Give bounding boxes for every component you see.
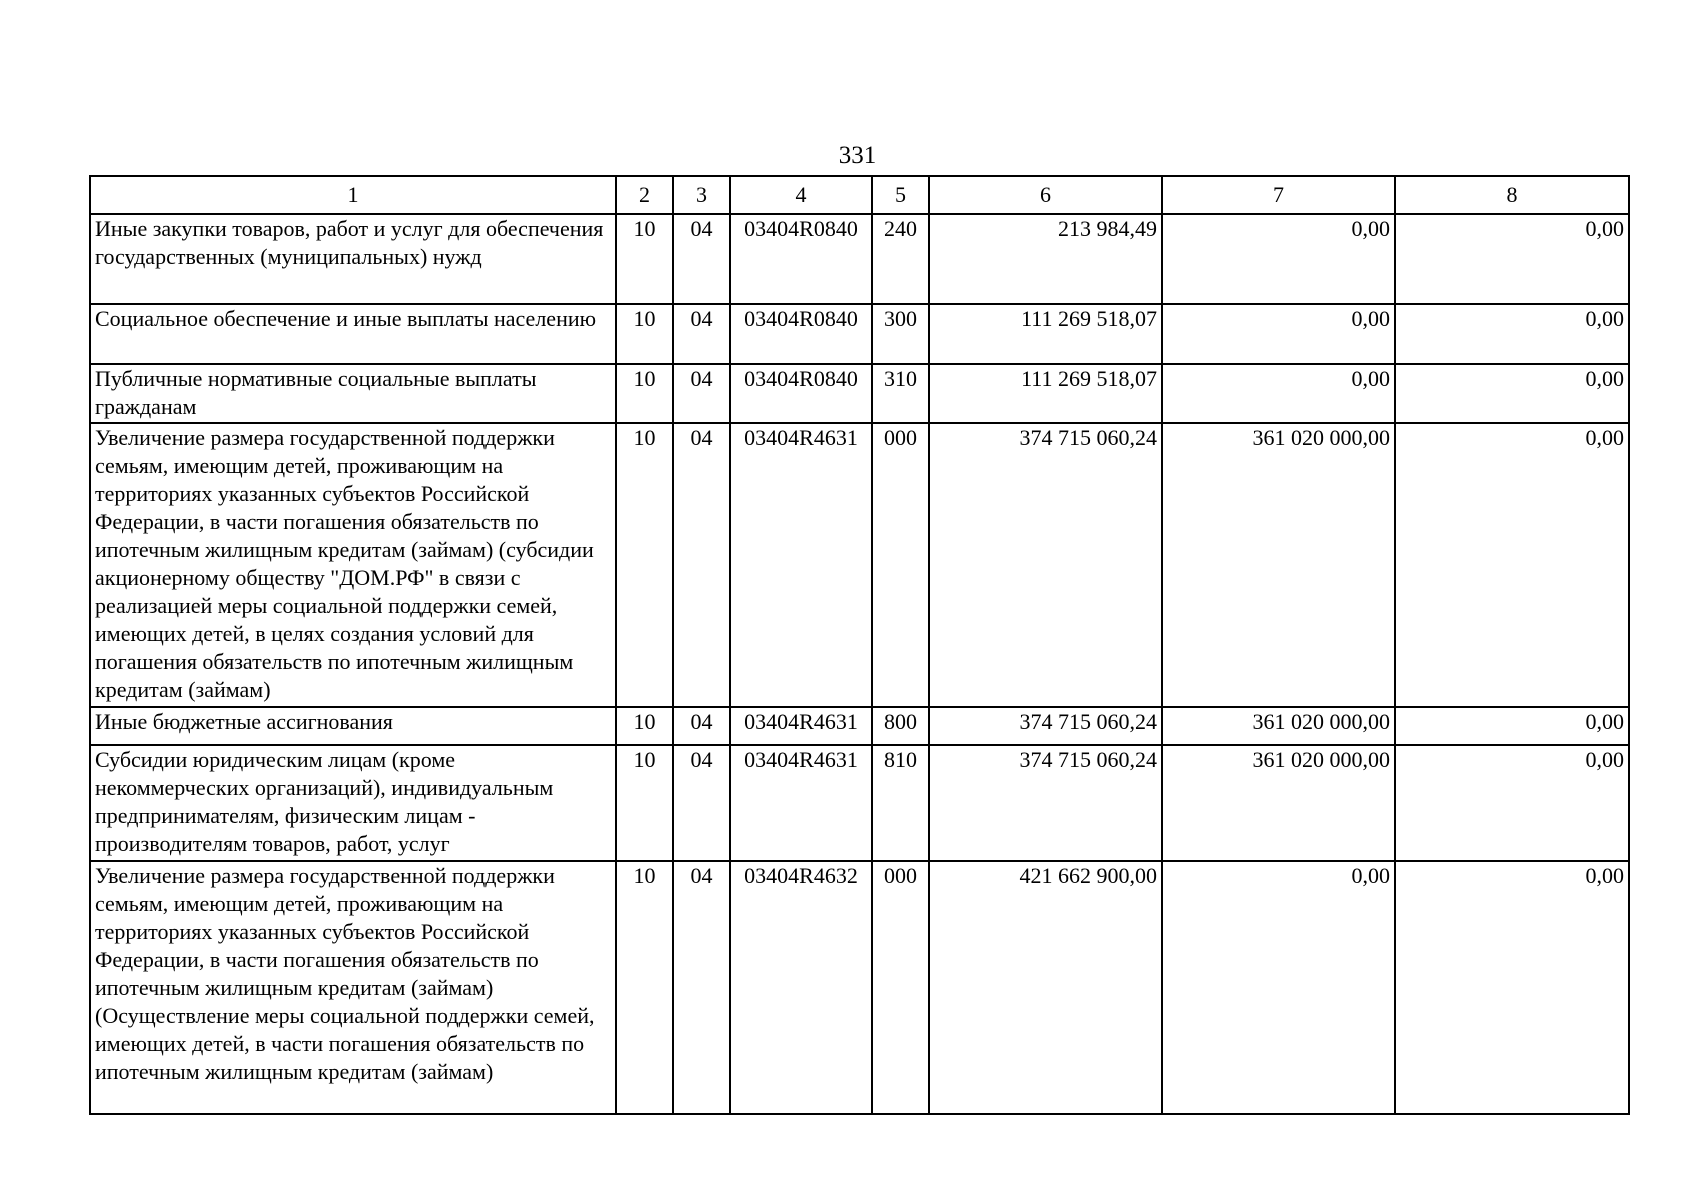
target-article-code: 03404R4631 [730,423,872,707]
subsection-code: 04 [673,745,730,861]
amount-col-6: 111 269 518,07 [929,364,1162,423]
subsection-code: 04 [673,707,730,745]
section-code: 10 [616,214,673,304]
amount-col-6: 111 269 518,07 [929,304,1162,364]
row-name: Публичные нормативные социальные выплаты гражданам [90,364,616,423]
table-row [90,364,1629,423]
section-code: 10 [616,745,673,861]
column-header: 4 [730,176,872,214]
amount-col-8: 0,00 [1395,214,1629,304]
row-name: Социальное обеспечение и иные выплаты населению [90,304,616,364]
target-article-code: 03404R4631 [730,707,872,745]
table-row [90,304,1629,364]
subsection-code: 04 [673,304,730,364]
expense-type-code: 800 [872,707,929,745]
subsection-code: 04 [673,214,730,304]
table-row [90,745,1629,861]
row-name: Увеличение размера государственной поддержки семьям, имеющим детей, проживающим на территориях указанных субъектов Российской Федерации, в части погашения обязательств по ипотечным жилищным кредитам (займам) (субсидии акционерному обществу "ДОМ.РФ" в связи с реализацией меры социальной поддержки семей, имеющих детей, в целях создания условий для погашения обязательств по ипотечным жилищным кредитам (займам) [90,423,616,707]
expense-type-code: 300 [872,304,929,364]
subsection-code: 04 [673,861,730,1114]
column-header: 2 [616,176,673,214]
expense-type-code: 810 [872,745,929,861]
header-row [90,176,1629,214]
column-header: 8 [1395,176,1629,214]
amount-col-7: 361 020 000,00 [1162,423,1395,707]
amount-col-7: 0,00 [1162,214,1395,304]
expense-type-code: 000 [872,861,929,1114]
amount-col-6: 374 715 060,24 [929,745,1162,861]
amount-col-7: 0,00 [1162,364,1395,423]
column-header: 1 [90,176,616,214]
amount-col-6: 374 715 060,24 [929,707,1162,745]
subsection-code: 04 [673,364,730,423]
target-article-code: 03404R4632 [730,861,872,1114]
table-row [90,423,1629,707]
target-article-code: 03404R0840 [730,364,872,423]
amount-col-8: 0,00 [1395,304,1629,364]
budget-table [89,175,1630,1115]
amount-col-7: 361 020 000,00 [1162,707,1395,745]
column-header: 3 [673,176,730,214]
row-name: Увеличение размера государственной поддержки семьям, имеющим детей, проживающим на территориях указанных субъектов Российской Федерации, в части погашения обязательств по ипотечным жилищным кредитам (займам) (Осуществление меры социальной поддержки семей, имеющих детей, в части погашения обязательств по ипотечным жилищным кредитам (займам) [90,861,616,1114]
row-name: Субсидии юридическим лицам (кроме некоммерческих организаций), индивидуальным предпринимателям, физическим лицам - производителям товаров, работ, услуг [90,745,616,861]
expense-type-code: 310 [872,364,929,423]
target-article-code: 03404R4631 [730,745,872,861]
subsection-code: 04 [673,423,730,707]
column-header: 7 [1162,176,1395,214]
row-name: Иные закупки товаров, работ и услуг для обеспечения государственных (муниципальных) нужд [90,214,616,304]
page-number: 331 [838,142,877,169]
target-article-code: 03404R0840 [730,304,872,364]
section-code: 10 [616,707,673,745]
expense-type-code: 000 [872,423,929,707]
section-code: 10 [616,364,673,423]
table-row [90,861,1629,1114]
amount-col-8: 0,00 [1395,861,1629,1114]
column-header: 5 [872,176,929,214]
target-article-code: 03404R0840 [730,214,872,304]
amount-col-7: 0,00 [1162,861,1395,1114]
expense-type-code: 240 [872,214,929,304]
section-code: 10 [616,304,673,364]
amount-col-8: 0,00 [1395,423,1629,707]
amount-col-8: 0,00 [1395,364,1629,423]
amount-col-6: 374 715 060,24 [929,423,1162,707]
column-header: 6 [929,176,1162,214]
amount-col-6: 213 984,49 [929,214,1162,304]
amount-col-7: 361 020 000,00 [1162,745,1395,861]
table-row [90,707,1629,745]
row-name: Иные бюджетные ассигнования [90,707,616,745]
amount-col-8: 0,00 [1395,745,1629,861]
amount-col-7: 0,00 [1162,304,1395,364]
section-code: 10 [616,423,673,707]
section-code: 10 [616,861,673,1114]
amount-col-8: 0,00 [1395,707,1629,745]
table-row [90,214,1629,304]
amount-col-6: 421 662 900,00 [929,861,1162,1114]
